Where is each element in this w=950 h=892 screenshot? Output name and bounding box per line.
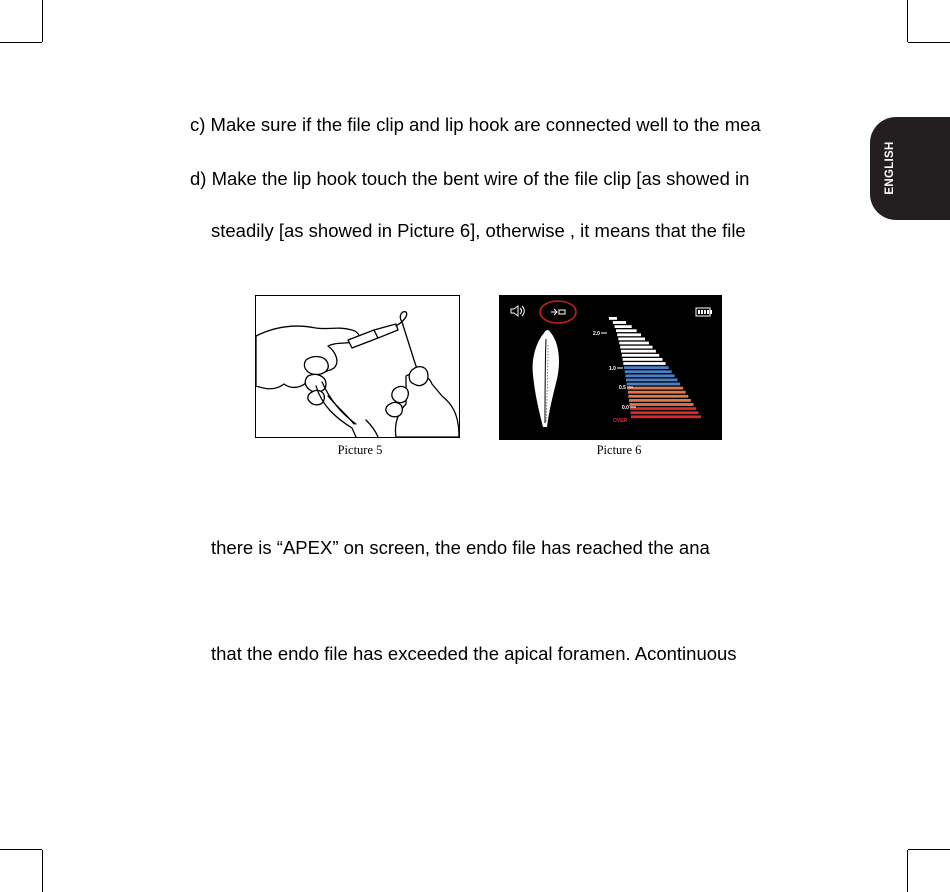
scale-bar: [609, 317, 617, 320]
scale-bar: [628, 395, 688, 398]
instruction-line-d-cont: steadily [as showed in Picture 6], otherwise , it means that the file: [211, 220, 746, 241]
exceeded-line: that the endo file has exceeded the apical foramen. Acontinuous: [211, 643, 737, 664]
scale-bar: [630, 407, 696, 410]
crop-mark: [907, 850, 908, 892]
scale-bar: [627, 387, 683, 390]
picture-6-caption: Picture 6: [596, 443, 642, 457]
scale-bar: [624, 366, 669, 369]
language-tab-label: ENGLISH: [884, 141, 896, 195]
scale-bar: [616, 329, 637, 332]
scale-bar: [625, 370, 672, 373]
speaker-icon: [511, 306, 524, 316]
crop-mark: [907, 0, 908, 42]
scale-bar: [623, 362, 665, 365]
scale-bar: [620, 346, 652, 349]
over-label: OVER: [613, 418, 628, 424]
picture-6-device-screen: [499, 295, 722, 440]
scale-bar: [629, 403, 693, 406]
scale-bar: [613, 321, 626, 324]
scale-bar: [631, 411, 699, 414]
scale-bar: [625, 374, 674, 377]
scale-label-0-0: 0.0: [622, 405, 629, 411]
language-tab: [870, 117, 950, 220]
instruction-line-d: d) Make the lip hook touch the bent wire of the file clip [as showed in: [190, 168, 750, 189]
scale-bar: [628, 391, 686, 394]
hands-file-clip-drawing: [256, 296, 459, 437]
crop-mark: [42, 850, 43, 892]
instruction-line-c: c) Make sure if the file clip and lip hook are connected well to the mea: [190, 114, 761, 135]
picture-5-illustration: [255, 295, 460, 438]
battery-icon: [696, 308, 712, 316]
scale-bar: [623, 358, 663, 361]
scale-bar: [629, 399, 691, 402]
scale-bar: [621, 350, 656, 353]
scale-label-1-0: 1.0: [609, 366, 616, 372]
scale-bar: [617, 333, 641, 336]
scale-label-0-5: 0.5: [619, 385, 626, 391]
scale-bar: [622, 354, 659, 357]
crop-mark: [0, 849, 42, 850]
scale-bar: [626, 379, 678, 382]
scale-label-2-0: 2.0: [593, 331, 600, 337]
tooth-icon: [533, 330, 559, 427]
crop-mark: [908, 849, 950, 850]
scale-bar: [631, 415, 701, 418]
apex-line: there is “APEX” on screen, the endo file has reached the ana: [211, 537, 710, 558]
file-clip-connection-icon: [540, 301, 576, 323]
crop-mark: [0, 42, 42, 43]
scale-bar: [618, 338, 645, 341]
scale-bar: [615, 325, 632, 328]
scale-bar: [619, 342, 649, 345]
picture-5-caption: Picture 5: [337, 443, 383, 457]
crop-mark: [42, 0, 43, 42]
crop-mark: [908, 42, 950, 43]
scale-bar: [627, 383, 681, 386]
